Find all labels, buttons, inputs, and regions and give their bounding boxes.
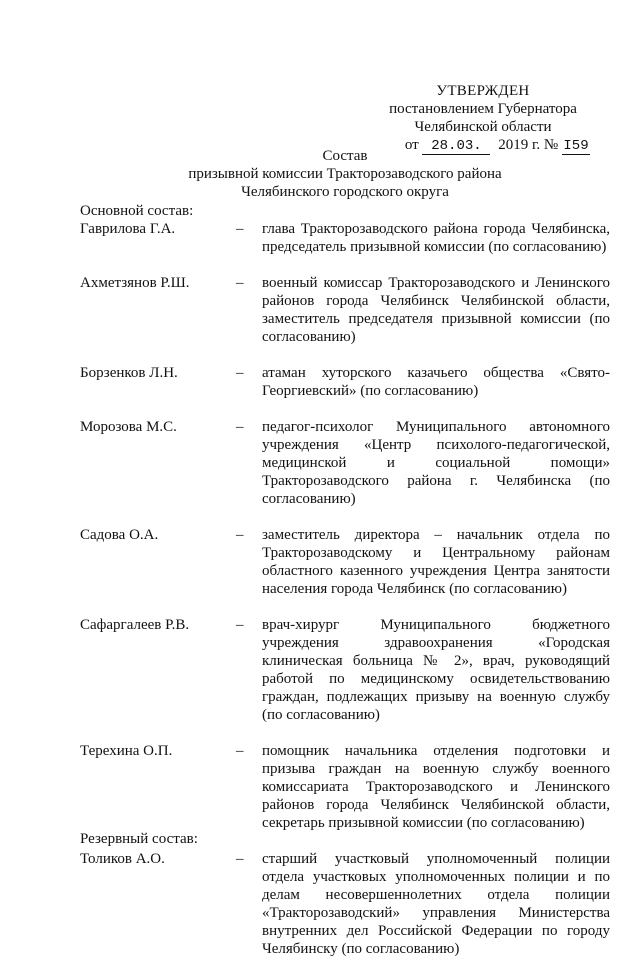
member-name: Садова О.А. bbox=[80, 527, 159, 543]
member-dash: – bbox=[236, 851, 244, 867]
heading-line-2: призывной комиссии Тракторозаводского района bbox=[188, 166, 502, 182]
member-row bbox=[80, 850, 610, 958]
member-row bbox=[80, 418, 610, 508]
member-dash: – bbox=[236, 275, 244, 291]
member-role: помощник начальника отделения подготовки и призыва граждан на военную службу военного комиссариата Тракторозаводского и Ленинского районов города Челябинск Челябинской области, секретарь призывной комиссии (по согласованию) bbox=[262, 743, 610, 831]
member-dash: – bbox=[236, 419, 244, 435]
approval-line-1: постановлением Губернатора bbox=[389, 101, 577, 117]
heading-line-3: Челябинского городского округа bbox=[241, 184, 449, 200]
member-name: Гаврилова Г.А. bbox=[80, 221, 176, 237]
member-role: педагог-психолог Муниципального автономного учреждения «Центр психолого-педагогической, медицинской и социальной помощи» Тракторозаводского района г. Челябинска (по согласованию) bbox=[262, 419, 610, 507]
member-role: глава Тракторозаводского района города Челябинска, председатель призывной комиссии (по согласованию) bbox=[262, 221, 610, 255]
member-dash: – bbox=[236, 221, 244, 237]
approval-date-value: 28.03. bbox=[422, 139, 490, 155]
member-name: Толиков А.О. bbox=[80, 851, 165, 867]
approval-line-2: Челябинской области bbox=[414, 119, 552, 135]
member-row bbox=[80, 616, 610, 724]
member-role: военный комиссар Тракторозаводского и Ленинского районов города Челябинск Челябинской области, заместитель председателя призывной комиссии (по согласованию) bbox=[262, 275, 610, 345]
member-row bbox=[80, 274, 610, 346]
member-dash: – bbox=[236, 365, 244, 381]
member-row bbox=[80, 742, 610, 832]
member-dash: – bbox=[236, 743, 244, 759]
approval-date-prefix: от bbox=[404, 137, 419, 153]
member-role: атаман хуторского казачьего общества «Свято-Георгиевский» (по согласованию) bbox=[262, 365, 610, 399]
member-role: заместитель директора – начальник отдела по Тракторозаводскому и Центральному районам областного казенного учреждения Центра занятости населения города Челябинск (по согласованию) bbox=[262, 527, 610, 597]
main-section-label: Основной состав: bbox=[80, 203, 194, 219]
member-name: Сафаргалеев Р.В. bbox=[80, 617, 190, 633]
member-row bbox=[80, 364, 610, 400]
document-heading bbox=[100, 147, 590, 201]
member-name: Борзенков Л.Н. bbox=[80, 365, 178, 381]
member-row bbox=[80, 526, 610, 598]
member-name: Терехина О.П. bbox=[80, 743, 173, 759]
heading-line-1: Состав bbox=[322, 148, 368, 164]
member-dash: – bbox=[236, 617, 244, 633]
reserve-section-label: Резервный состав: bbox=[80, 831, 198, 847]
member-name: Ахметзянов Р.Ш. bbox=[80, 275, 190, 291]
member-role: старший участковый уполномоченный полиции отдела участковых уполномоченных полиции и по делам несовершеннолетних отдела полиции «Тракторозаводский» управления Министерства внутренних дел Российской Федерации по городу Челябинску (по согласованию) bbox=[262, 851, 610, 957]
approval-title: УТВЕРЖДЕН bbox=[436, 83, 530, 99]
member-role: врач-хирург Муниципального бюджетного учреждения здравоохранения «Городская клиническая больница № 2», врач, руководящий работой по медицинскому освидетельствованию граждан, подлежащих призыву на военную службу (по согласованию) bbox=[262, 617, 610, 723]
approval-number-value: I59 bbox=[563, 138, 589, 154]
member-list bbox=[80, 220, 610, 976]
member-row bbox=[80, 220, 610, 256]
approval-stamp bbox=[368, 82, 598, 154]
approval-date-suffix: 2019 г. № bbox=[498, 137, 559, 153]
member-dash: – bbox=[236, 527, 244, 543]
member-name: Морозова М.С. bbox=[80, 419, 177, 435]
